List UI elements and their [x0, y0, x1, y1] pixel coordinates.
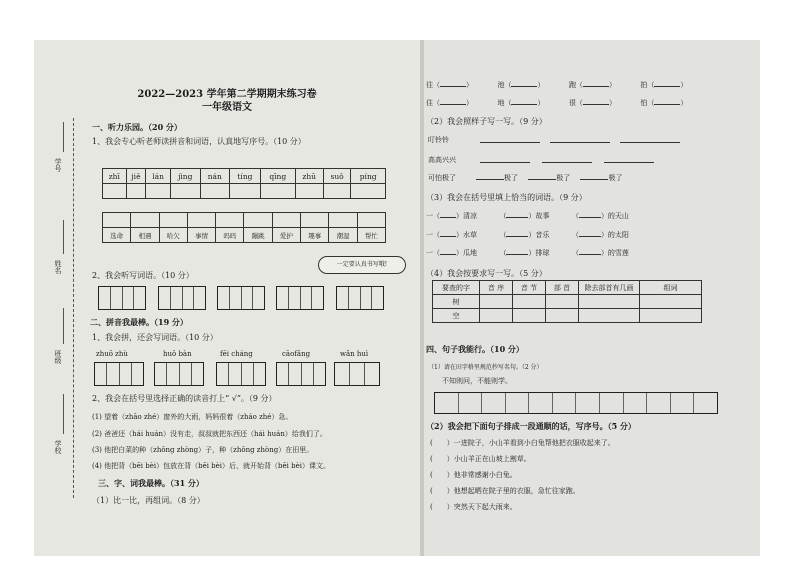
writing-box[interactable]: [334, 362, 380, 386]
word-cell: 选命: [103, 228, 131, 243]
table-char: 空: [433, 309, 480, 323]
fill-row-2: 一（ ）水草 （ ）音乐 （ ）的太阳: [426, 231, 629, 239]
margin-label-student-id: 学号: [54, 158, 62, 172]
question-3-1: （1）比一比，再组词。（8 分）: [92, 496, 205, 505]
sentence-3: (3) 他把白菜的种（zhǒng zhòng）子，种（zhǒng zhòng）在田里。: [92, 446, 314, 454]
pinyin-cell: suǒ: [323, 169, 351, 184]
margin-label-class: 班级: [54, 350, 62, 364]
answer-cell[interactable]: [200, 184, 229, 199]
question-2-2: 2、我会在括号里选择正确的读音打上“ √”。（9 分）: [92, 394, 277, 403]
pinyin-cell: lán: [146, 169, 171, 184]
answer-cell[interactable]: [146, 184, 171, 199]
margin-blank: [63, 394, 64, 434]
right-page: [424, 40, 760, 556]
order-item-3: ( ）他非常感谢小白兔。: [430, 471, 517, 479]
answer-line[interactable]: [550, 142, 610, 143]
question-4-2: （2）我会把下面句子排成一段通顺的话，写序号。（5 分）: [426, 421, 636, 431]
writing-box[interactable]: [216, 362, 266, 386]
answer-cell[interactable]: [126, 184, 146, 199]
dictation-box[interactable]: [217, 286, 265, 310]
example-1: 叮铃铃: [428, 136, 449, 144]
writing-box[interactable]: [276, 362, 326, 386]
answer-cell[interactable]: [351, 184, 386, 199]
answer-cell[interactable]: [546, 309, 579, 323]
question-3-2: （2）我会照样子写一写。（9 分）: [426, 117, 547, 126]
exam-title: 2022—2023 学年第二学期期末练习卷: [137, 89, 317, 100]
dictation-box[interactable]: [336, 286, 384, 310]
table-char: 树: [433, 295, 480, 309]
word-cell: 潮湿: [329, 228, 357, 243]
pinyin-word: zhuō zhù: [96, 350, 128, 358]
order-item-2: ( ）小山羊正在山坡上割草。: [430, 455, 531, 463]
answer-line[interactable]: [542, 162, 592, 163]
answer-cell[interactable]: [513, 309, 546, 323]
pinyin-cell: qīng: [260, 169, 295, 184]
left-page: [34, 40, 420, 556]
pinyin-word: fēi cháng: [220, 350, 253, 358]
word-cell: 趣事: [301, 228, 329, 243]
word-cell: 吗吗: [216, 228, 244, 243]
pinyin-cell: jìng: [170, 169, 200, 184]
sentence-2: (2) 爸爸还（hái huán）没有走，叔叔就把东西还（hái huán）给我们了。: [92, 430, 327, 438]
dictation-box[interactable]: [276, 286, 324, 310]
word-table: [102, 212, 386, 243]
question-1-2: 2、我会听写词语。（10 分）: [92, 271, 194, 280]
pinyin-cell: zhī: [103, 169, 127, 184]
answer-cell[interactable]: [260, 184, 295, 199]
answer-cell[interactable]: [244, 213, 272, 228]
section-1-heading: 一、听力乐园。（20 分）: [92, 122, 182, 132]
compare-row-2: 住（ ） 地（ ） 很（ ） 怕（ ）: [426, 99, 688, 107]
pinyin-cell: jiě: [126, 169, 146, 184]
answer-cell[interactable]: [640, 295, 702, 309]
tianzige-grid[interactable]: [434, 392, 718, 414]
answer-cell[interactable]: [131, 213, 159, 228]
answer-cell[interactable]: [640, 309, 702, 323]
section-4-heading: 四、句子我能行。（10 分）: [426, 344, 524, 354]
word-cell: 哈欠: [159, 228, 187, 243]
word-cell: 事情: [187, 228, 215, 243]
pinyin-cell: píng: [351, 169, 386, 184]
exam-sheet: [34, 40, 760, 556]
answer-cell[interactable]: [546, 295, 579, 309]
word-cell: 爱护: [272, 228, 300, 243]
order-item-1: ( ）一进院子，小山羊看到小白兔帮他把衣服收起来了。: [430, 439, 615, 447]
table-header: 要查的字: [433, 281, 480, 295]
answer-cell[interactable]: [579, 309, 640, 323]
answer-cell[interactable]: [323, 184, 351, 199]
pinyin-cell: nán: [200, 169, 229, 184]
section-2-heading: 二、拼音我最棒。（19 分）: [90, 317, 188, 327]
example-2: 高高兴兴: [428, 156, 456, 164]
section-3-heading: 三、字、词我最棒。（31 分）: [98, 478, 204, 488]
margin-blank: [63, 220, 64, 254]
pinyin-word: cāofǎng: [282, 350, 311, 358]
model-sentence: 不知则问，不能则学。: [442, 377, 512, 385]
word-cell: 帮忙: [357, 228, 385, 243]
dictation-box[interactable]: [98, 286, 146, 310]
ji-le-row: 极了 极了 极了: [476, 173, 622, 183]
reminder-bubble: 一定要认真书写哦!: [318, 256, 406, 274]
pinyin-cell: tíng: [229, 169, 260, 184]
question-3-4: （4）我会按要求写一写。（5 分）: [426, 269, 547, 278]
answer-cell[interactable]: [272, 213, 300, 228]
fill-row-3: 一（ ）瓜地 （ ）排球 （ ）的雪莲: [426, 249, 629, 257]
answer-cell[interactable]: [301, 213, 329, 228]
word-cell: 蹦跳: [244, 228, 272, 243]
writing-box[interactable]: [94, 362, 144, 386]
binding-line: [73, 118, 74, 498]
table-header: 音 序: [480, 281, 513, 295]
answer-cell[interactable]: [170, 184, 200, 199]
sentence-1: (1) 望着（zhāo zhé）窗外的大雨，妈妈很着（zháo zhé）急。: [92, 413, 293, 421]
margin-blank: [63, 122, 64, 152]
answer-cell[interactable]: [159, 213, 187, 228]
sentence-4: (4) 他把背（bēi bèi）包放在背（bēi bèi）后，就开始背（bēi bèi）课文。: [92, 462, 330, 470]
answer-cell[interactable]: [216, 213, 244, 228]
answer-line[interactable]: [480, 162, 530, 163]
example-3: 可怕极了: [428, 174, 456, 182]
answer-line[interactable]: [604, 162, 654, 163]
table-header: 音 节: [513, 281, 546, 295]
answer-cell[interactable]: [187, 213, 215, 228]
word-cell: 相遇: [131, 228, 159, 243]
answer-cell[interactable]: [480, 295, 513, 309]
writing-box[interactable]: [154, 362, 204, 386]
answer-cell[interactable]: [103, 213, 131, 228]
answer-cell[interactable]: [579, 295, 640, 309]
question-4-1: （1）请在田字格里规范抄写名句。（2 分）: [428, 364, 543, 371]
pinyin-cell: zhū: [295, 169, 323, 184]
fill-row-1: 一（ ）清凉 （ ）故事 （ ）的天山: [426, 212, 629, 220]
order-item-4: ( ）他想起晒在院子里的衣服，急忙往家跑。: [430, 487, 580, 495]
pinyin-table: [102, 168, 386, 199]
margin-label-school: 学校: [54, 440, 62, 454]
margin-blank: [63, 308, 64, 344]
table-header: 部 首: [546, 281, 579, 295]
exam-subtitle: 一年级语文: [202, 102, 252, 113]
answer-cell[interactable]: [329, 213, 357, 228]
dictionary-table: [432, 280, 702, 323]
question-1-1: 1、我会专心听老师读拼音和词语，认真地写序号。（10 分）: [92, 137, 306, 146]
dictation-box[interactable]: [158, 286, 206, 310]
compare-row-1: 往（ ） 池（ ） 跑（ ） 拍（ ）: [426, 81, 688, 89]
margin-label-name: 姓名: [54, 260, 62, 274]
table-header: 除去部首有几画: [579, 281, 640, 295]
order-item-5: ( ）突然天下起大雨来。: [430, 503, 517, 511]
answer-cell[interactable]: [480, 309, 513, 323]
answer-cell[interactable]: [103, 184, 127, 199]
pinyin-word: wǎn huì: [340, 350, 369, 358]
answer-cell[interactable]: [357, 213, 385, 228]
table-header: 组词: [640, 281, 702, 295]
question-2-1: 1、我会拼，还会写词语。（10 分）: [92, 333, 218, 342]
answer-cell[interactable]: [513, 295, 546, 309]
answer-line[interactable]: [620, 142, 680, 143]
answer-cell[interactable]: [229, 184, 260, 199]
answer-cell[interactable]: [295, 184, 323, 199]
answer-line[interactable]: [480, 142, 540, 143]
question-3-3: （3）我会在括号里填上恰当的词语。（9 分）: [426, 193, 587, 202]
pinyin-word: huǒ bàn: [163, 350, 192, 358]
